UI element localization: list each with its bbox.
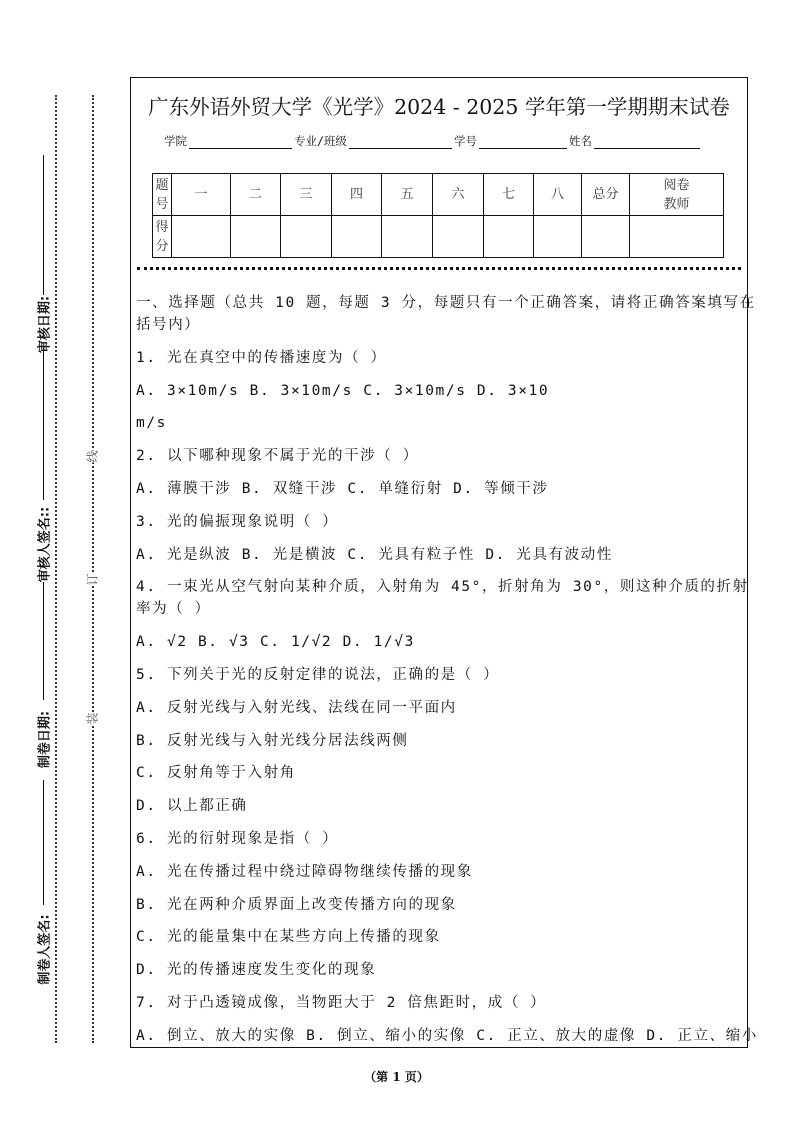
header-cell <box>153 174 172 216</box>
college-label: 学院 <box>164 134 187 148</box>
question-stem <box>136 576 749 620</box>
section-heading <box>136 292 756 336</box>
score-cell[interactable] <box>332 216 382 258</box>
score-table-score-row <box>153 216 724 258</box>
binding-dotted-line-inner <box>92 95 94 1043</box>
question-stem-line: 5. 下列关于光的反射定律的说法，正确的是（ ） <box>136 666 500 683</box>
student-id-label: 学号 <box>453 134 477 148</box>
col-header: 一 <box>172 174 231 216</box>
question-options-line: A. 薄膜干涉 B. 双缝干涉 C. 单缝衍射 D. 等倾干涉 <box>136 480 549 497</box>
score-table <box>152 173 724 258</box>
exam-body <box>136 292 758 1058</box>
question-options-line: C. 光的能量集中在某些方向上传播的现象 <box>136 929 441 946</box>
header-char: 题 <box>155 177 169 193</box>
question-options-line: A. 倒立、放大的实像 B. 倒立、缩小的实像 C. 正立、放大的虚像 D. 正立、缩小 <box>136 1027 758 1044</box>
score-cell[interactable] <box>281 216 332 258</box>
header-char: 分 <box>155 238 169 254</box>
student-info-row <box>164 133 702 149</box>
question-stem-line: 率为（ ） <box>136 601 211 618</box>
question-options-line: B. 光在两种介质界面上改变传播方向的现象 <box>136 896 457 913</box>
question-stem-line: 4. 一束光从空气射向某种介质，入射角为 45°，折射角为 30°，则这种介质的折射 <box>136 579 749 596</box>
name-label: 姓名 <box>568 134 592 148</box>
score-cell[interactable] <box>172 216 231 258</box>
question-options-line: D. 以上都正确 <box>136 798 248 815</box>
review-date-label: 审核日期: <box>37 295 53 354</box>
grader-header <box>630 174 724 216</box>
score-cell[interactable] <box>231 216 281 258</box>
question-stem-line: 6. 光的衍射现象是指（ ） <box>136 830 339 847</box>
score-cell[interactable] <box>382 216 433 258</box>
question-options-line: A. 反射光线与入射光线、法线在同一平面内 <box>136 699 457 716</box>
question-stem <box>136 992 743 1014</box>
question-stem-line: 1. 光在真空中的传播速度为（ ） <box>136 349 387 366</box>
signature-line <box>43 155 44 295</box>
signature-line <box>43 582 44 700</box>
question-stem <box>136 664 743 686</box>
col-header: 三 <box>281 174 332 216</box>
dotted-separator <box>137 267 741 270</box>
col-header: 八 <box>534 174 582 216</box>
grader-text: 教师 <box>663 196 690 212</box>
name-field[interactable] <box>594 134 700 149</box>
paper-maker-signature-label: 制卷人签名: <box>37 914 53 985</box>
score-cell[interactable] <box>433 216 484 258</box>
signature-line <box>43 345 44 500</box>
major-class-field[interactable] <box>349 134 452 149</box>
question-stem-line: 3. 光的偏振现象说明（ ） <box>136 513 339 530</box>
col-header: 四 <box>332 174 382 216</box>
header-cell <box>153 216 172 258</box>
score-cell[interactable] <box>630 216 724 258</box>
question-options-line: A. 光在传播过程中绕过障碍物继续传播的现象 <box>136 863 473 880</box>
question-stem <box>136 445 743 467</box>
question-options-line: C. 反射角等于入射角 <box>136 765 296 782</box>
paper-date-label: 制卷日期: <box>37 710 53 769</box>
question-options-line: A. √2 B. √3 C. 1/√2 D. 1/√3 <box>136 634 415 651</box>
question-stem <box>136 828 743 850</box>
question-options-line: A. 3×10m/s B. 3×10m/s C. 3×10m/s D. 3×10 <box>136 382 550 399</box>
exam-frame <box>130 77 758 1048</box>
col-header: 六 <box>433 174 484 216</box>
header-char: 得 <box>155 219 169 235</box>
binding-dotted-line-outer <box>55 95 57 1043</box>
college-field[interactable] <box>189 134 292 149</box>
binding-mark-line: 线 <box>85 450 100 463</box>
col-header: 七 <box>484 174 534 216</box>
question-stem-line: 7. 对于凸透镜成像，当物距大于 2 倍焦距时，成（ ） <box>136 994 547 1011</box>
question-options-line: A. 光是纵波 B. 光是横波 C. 光具有粒子性 D. 光具有波动性 <box>136 546 613 563</box>
col-header: 二 <box>231 174 281 216</box>
question-stem <box>136 347 743 369</box>
question-stem-line: 2. 以下哪种现象不属于光的干涉（ ） <box>136 448 419 465</box>
section-heading-line: 括号内） <box>136 317 201 333</box>
col-header: 五 <box>382 174 433 216</box>
score-cell[interactable] <box>484 216 534 258</box>
grader-text: 阅卷 <box>663 177 690 193</box>
score-cell[interactable] <box>582 216 630 258</box>
col-header: 总分 <box>582 174 630 216</box>
exam-title: 广东外语外贸大学《光学》2024 - 2025 学年第一学期期末试卷 <box>148 95 730 119</box>
question-options-line: B. 反射光线与入射光线分居法线两侧 <box>136 732 409 749</box>
question-options-line: D. 光的传播速度发生变化的现象 <box>136 962 377 979</box>
binding-mark-bind: 装 <box>85 712 100 725</box>
section-heading-line: 一、选择题（总共 10 题，每题 3 分，每题只有一个正确答案，请将正确答案填写在 <box>136 295 756 311</box>
major-class-label: 专业/班级 <box>294 134 347 148</box>
page-number: （第 1 页） <box>364 1070 429 1084</box>
score-table-header-row <box>153 174 724 216</box>
binding-mark-order: 订 <box>85 573 100 586</box>
score-cell[interactable] <box>534 216 582 258</box>
signature-line <box>43 780 44 905</box>
question-stem <box>136 511 743 533</box>
student-id-field[interactable] <box>479 134 567 149</box>
reviewer-signature-label: 审核人签名:: <box>37 506 53 583</box>
header-char: 号 <box>155 196 169 212</box>
question-options-line: m/s <box>136 415 167 432</box>
